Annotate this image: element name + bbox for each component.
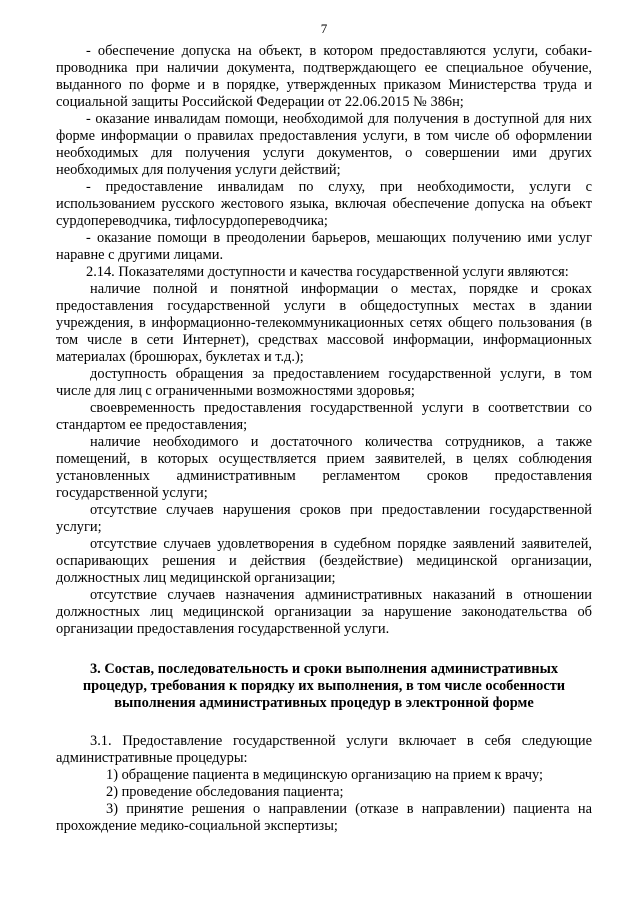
- section-3-heading-line-3: выполнения административных процедур в электронной форме: [114, 695, 534, 711]
- paragraph-no-court-claims: отсутствие случаев удовлетворения в судебном порядке заявлений заявителей, оспаривающих решения и действия (бездействие) медицинской организации, должностных лиц медицинской организации;: [56, 536, 592, 586]
- paragraph-no-penalties: отсутствие случаев назначения административных наказаний в отношении должностных лиц медицинской организации за нарушение законодательства об организации предоставления государственной услуги.: [56, 587, 592, 637]
- procedure-item-1: 1) обращение пациента в медицинскую организацию на прием к врачу;: [106, 767, 544, 783]
- paragraph-barrier-assistance: - оказание помощи в преодолении барьеров, мешающих получению ими услуг наравне с другими лицами.: [56, 230, 592, 263]
- paragraph-information-assistance: - оказание инвалидам помощи, необходимой для получения в доступной для них форме информации о правилах предоставления услуги, в том числе об оформлении необходимых для получения услуги документов, о совершении ими других необходимых для получения услуги действий;: [56, 111, 592, 178]
- section-3-heading: [56, 661, 592, 712]
- procedure-item-3: 3) принятие решения о направлении (отказе в направлении) пациента на прохождение медико-социальной экспертизы;: [56, 801, 592, 834]
- section-3-heading-line-1: 3. Состав, последовательность и сроки выполнения административных: [89, 661, 559, 677]
- paragraph-sign-language: - предоставление инвалидам по слуху, при необходимости, услуги с использованием русского жестового языка, включая обеспечение допуска на объект сурдопереводчика, тифлосурдопереводчика;: [56, 179, 592, 229]
- page-number: 7: [320, 21, 328, 36]
- paragraph-accessibility: доступность обращения за предоставлением государственной услуги, в том числе для лиц с ограниченными возможностями здоровья;: [56, 366, 592, 399]
- paragraph-2-14-indicators: 2.14. Показателями доступности и качества государственной услуги являются:: [86, 264, 569, 280]
- paragraph-timeliness: своевременность предоставления государственной услуги в соответствии со стандартом ее предоставления;: [56, 400, 592, 433]
- paragraph-information-availability: наличие полной и понятной информации о местах, порядке и сроках предоставления государственной услуги в общедоступных местах в здании учреждения, в информационно-телекоммуникационных сетях общего пользования (в том числе в сети Интернет), средствах массовой информации, информационных материалах (брошюрах, буклетах и т.д.);: [56, 281, 592, 365]
- procedure-item-2: 2) проведение обследования пациента;: [106, 784, 344, 800]
- section-3-heading-line-2: процедур, требования к порядку их выполнения, в том числе особенности: [82, 678, 566, 694]
- paragraph-3-1-intro: 3.1. Предоставление государственной услуги включает в себя следующие административные процедуры:: [56, 733, 592, 766]
- paragraph-no-deadline-violations: отсутствие случаев нарушения сроков при предоставлении государственной услуги;: [56, 502, 592, 535]
- paragraph-staffing: наличие необходимого и достаточного количества сотрудников, а также помещений, в которых осуществляется прием заявителей, в целях соблюдения установленных административным регламентом сроков предоставления государственной услуги;: [56, 434, 592, 501]
- paragraph-guide-dog-access: - обеспечение допуска на объект, в котором предоставляются услуги, собаки-проводника при наличии документа, подтверждающего ее специальное обучение, выданного по форме и в порядке, утвержденных приказом Министерства труда и социальной защиты Российской Федерации от 22.06.2015 № 386н;: [56, 43, 592, 110]
